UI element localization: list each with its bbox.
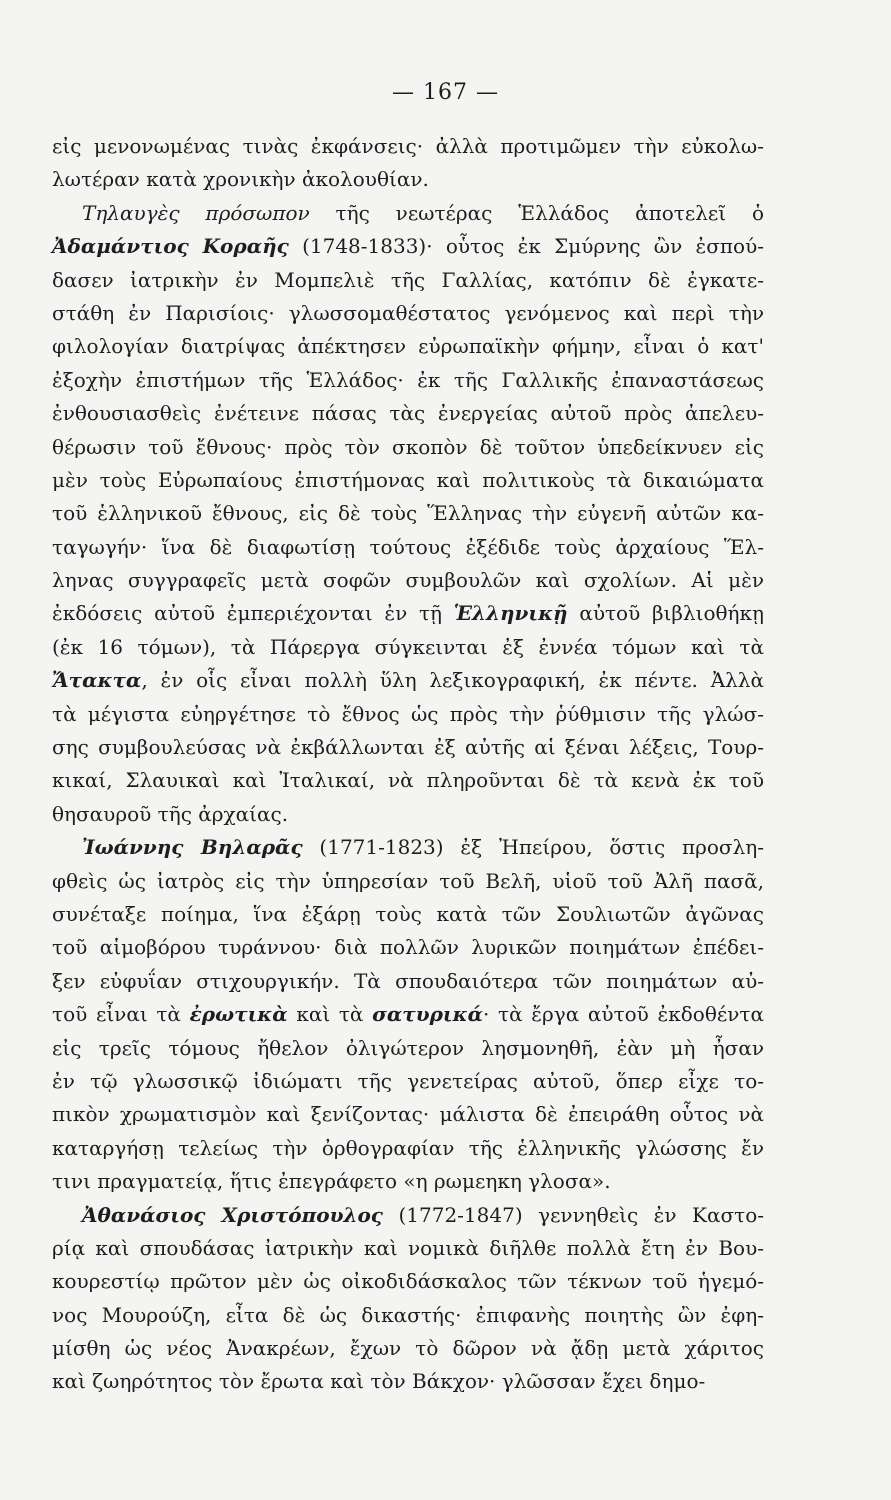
text-run: καταργήσῃ τελείως τὴν ὀρθογραφίαν τῆς ἑλληνικῆς γλώσσης ἔν xyxy=(52,1135,764,1160)
text-run: λωτέραν κατὰ χρονικὴν ἀκολουθίαν. xyxy=(52,167,429,192)
text-line xyxy=(52,1199,764,1232)
text-run: συνέταξε ποίημα, ἵνα ἐξάρῃ τοὺς κατὰ τῶν Σουλιωτῶν ἀγῶνας xyxy=(52,901,764,926)
text-run: τοῦ ἑλληνικοῦ ἔθνους, εἰς δὲ τοὺς Ἕλληνας τὴν εὐγενῆ αὐτῶν κα- xyxy=(52,501,764,526)
paragraph xyxy=(52,197,764,831)
text-line xyxy=(52,1332,764,1365)
text-run: (1771-1823) ἐξ Ἠπείρου, ὅστις προσλη- xyxy=(302,835,764,860)
emphasized-name: σατυρικά xyxy=(372,1002,483,1027)
text-run: ληνας συγγραφεῖς μετὰ σοφῶν συμβουλῶν καὶ σχολίων. Αἱ μὲν xyxy=(52,568,764,593)
text-run: καὶ ζωηρότητος τὸν ἔρωτα καὶ τὸν Βάκχον· γλῶσσαν ἔχει δημο- xyxy=(52,1369,706,1394)
text-line xyxy=(52,130,764,163)
text-run: τινι πραγματείᾳ, ἥτις ἐπεγράφετο «η ρωμεηκη γλοσα». xyxy=(52,1169,611,1194)
text-line xyxy=(52,698,764,731)
text-line xyxy=(52,163,764,196)
text-line xyxy=(52,531,764,564)
text-run: νος Μουρούζη, εἶτα δὲ ὡς δικαστής· ἐπιφανὴς ποιητὴς ὢν ἐφη- xyxy=(52,1302,764,1327)
text-line xyxy=(52,597,764,630)
page-number: — 167 — xyxy=(392,80,499,105)
text-line xyxy=(52,1132,764,1165)
emphasized-name: ἐρωτικὰ xyxy=(189,1002,288,1027)
text-line xyxy=(52,831,764,864)
text-line xyxy=(52,197,764,230)
emphasized-name: Ἀδαμάντιος Κοραῆς xyxy=(52,234,289,259)
text-line xyxy=(52,1032,764,1065)
text-line xyxy=(52,1165,764,1198)
text-run: φθεὶς ὡς ἰατρὸς εἰς τὴν ὑπηρεσίαν τοῦ Βελῆ, υἱοῦ τοῦ Ἀλῆ πασᾶ, xyxy=(52,868,764,893)
text-line xyxy=(52,798,764,831)
text-run: (1748-1833)· οὗτος ἐκ Σμύρνης ὢν ἐσπού- xyxy=(288,234,764,259)
text-run: φιλολογίαν διατρίψας ἀπέκτησεν εὐρωπαϊκὴν φήμην, εἶναι ὁ κατ' xyxy=(52,334,764,359)
text-run: αὐτοῦ βιβλιοθήκῃ xyxy=(567,601,764,626)
text-run: στάθη ἐν Παρισίοις· γλωσσομαθέστατος γενόμενος καὶ περὶ τὴν xyxy=(52,300,764,325)
text-run: (1772-1847) γεννηθεὶς ἐν Καστο- xyxy=(382,1202,764,1227)
text-run: ταγωγήν· ἵνα δὲ διαφωτίσῃ τούτους ἐξέδιδε τοὺς ἀρχαίους Ἕλ- xyxy=(52,534,764,559)
text-line xyxy=(52,1065,764,1098)
text-line xyxy=(52,998,764,1031)
text-run: ρίᾳ καὶ σπουδάσας ἰατρικὴν καὶ νομικὰ διῆλθε πολλὰ ἔτη ἐν Βου- xyxy=(52,1235,764,1260)
text-line xyxy=(52,330,764,363)
text-line xyxy=(52,1299,764,1332)
text-run: ξεν εὐφυΐαν στιχουργικήν. Τὰ σπουδαιότερα τῶν ποιημάτων αὐ- xyxy=(52,968,764,993)
text-run: τοῦ εἶναι τὰ xyxy=(52,1002,190,1027)
text-line xyxy=(52,464,764,497)
text-line xyxy=(52,564,764,597)
text-line xyxy=(52,631,764,664)
text-run: κικαί, Σλαυικαὶ καὶ Ἰταλικαί, νὰ πληροῦνται δὲ τὰ κενὰ ἐκ τοῦ xyxy=(52,768,764,793)
text-line xyxy=(52,1098,764,1131)
text-run: καὶ τὰ xyxy=(287,1002,373,1027)
text-line xyxy=(52,1365,764,1398)
text-run: ἐξοχὴν ἐπιστήμων τῆς Ἑλλάδος· ἐκ τῆς Γαλλικῆς ἐπαναστάσεως xyxy=(52,367,764,392)
text-run: θησαυροῦ τῆς ἀρχαίας. xyxy=(52,801,289,826)
paragraph xyxy=(52,831,764,1198)
text-line xyxy=(52,397,764,430)
text-line xyxy=(52,264,764,297)
text-line xyxy=(52,297,764,330)
text-line xyxy=(52,865,764,898)
text-line xyxy=(52,431,764,464)
paragraph xyxy=(52,1199,764,1399)
text-run: ἐκδόσεις αὐτοῦ ἐμπεριέχονται ἐν τῇ xyxy=(52,601,454,626)
text-run: μὲν τοὺς Εὐρωπαίους ἐπιστήμονας καὶ πολιτικοὺς τὰ δικαιώματα xyxy=(52,467,764,492)
text-run: , ἐν οἷς εἶναι πολλὴ ὕλη λεξικογραφική, ἐκ πέντε. Ἀλλὰ xyxy=(141,668,764,693)
text-run: εἰς τρεῖς τόμους ἤθελον ὀλιγώτερον λησμονηθῆ, ἐὰν μὴ ἦσαν xyxy=(52,1035,764,1060)
text-run: · τὰ ἔργα αὐτοῦ ἐκδοθέντα xyxy=(482,1002,764,1027)
body-text xyxy=(52,130,764,1399)
text-run: κουρεστίῳ πρῶτον μὲν ὡς οἰκοδιδάσκαλος τῶν τέκνων τοῦ ἡγεμό- xyxy=(52,1269,764,1294)
text-run: εἰς μενονωμένας τινὰς ἐκφάνσεις· ἀλλὰ προτιμῶμεν τὴν εὐκολω- xyxy=(52,134,764,158)
text-line xyxy=(52,1265,764,1298)
text-run: θέρωσιν τοῦ ἔθνους· πρὸς τὸν σκοπὸν δὲ τοῦτον ὑπεδείκνυεν εἰς xyxy=(52,434,764,459)
text-line xyxy=(52,965,764,998)
text-line xyxy=(52,764,764,797)
text-line xyxy=(52,931,764,964)
text-line xyxy=(52,230,764,263)
emphasized-name: Ἑλληνικῇ xyxy=(453,601,568,626)
text-line xyxy=(52,664,764,697)
text-run: τοῦ αἱμοβόρου τυράννου· διὰ πολλῶν λυρικῶν ποιημάτων ἐπέδει- xyxy=(52,935,764,960)
text-run: δασεν ἰατρικὴν ἐν Μομπελιὲ τῆς Γαλλίας, κατόπιν δὲ ἐγκατε- xyxy=(52,267,764,292)
text-line xyxy=(52,731,764,764)
text-line xyxy=(52,1232,764,1265)
text-run: ἐνθουσιασθεὶς ἐνέτεινε πάσας τὰς ἐνεργείας αὐτοῦ πρὸς ἀπελευ- xyxy=(52,401,764,426)
emphasized-name: Ἀθανάσιος Χριστόπουλος xyxy=(82,1202,383,1227)
text-run: (ἐκ 16 τόμων), τὰ Πάρεργα σύγκεινται ἐξ ἐννέα τόμων καὶ τὰ xyxy=(52,634,764,659)
emphasized-name: Ἰωάννης Βηλαρᾶς xyxy=(82,835,303,860)
text-run: τῆς νεωτέρας Ἑλλάδος ἀποτελεῖ ὁ xyxy=(309,200,764,225)
text-run: μίσθη ὡς νέος Ἀνακρέων, ἔχων τὸ δῶρον νὰ ᾄδῃ μετὰ χάριτος xyxy=(52,1336,764,1361)
emphasized-name: Ἄτακτα xyxy=(52,668,142,693)
italic-phrase: Τηλαυγὲς πρόσωπον xyxy=(82,200,310,225)
text-line xyxy=(52,364,764,397)
text-run: τὰ μέγιστα εὐηργέτησε τὸ ἔθνος ὡς πρὸς τὴν ῥύθμισιν τῆς γλώσ- xyxy=(52,701,764,726)
paragraph xyxy=(52,130,764,197)
text-line xyxy=(52,898,764,931)
text-line xyxy=(52,497,764,530)
text-run: ἐν τῷ γλωσσικῷ ἰδιώματι τῆς γενετείρας αὐτοῦ, ὅπερ εἶχε το- xyxy=(52,1068,764,1093)
text-run: πικὸν χρωματισμὸν καὶ ξενίζοντας· μάλιστα δὲ ἐπειράθη οὗτος νὰ xyxy=(52,1102,764,1127)
text-run: σης συμβουλεύσας νὰ ἐκβάλλωνται ἐξ αὐτῆς αἱ ξέναι λέξεις, Τουρ- xyxy=(52,735,764,760)
